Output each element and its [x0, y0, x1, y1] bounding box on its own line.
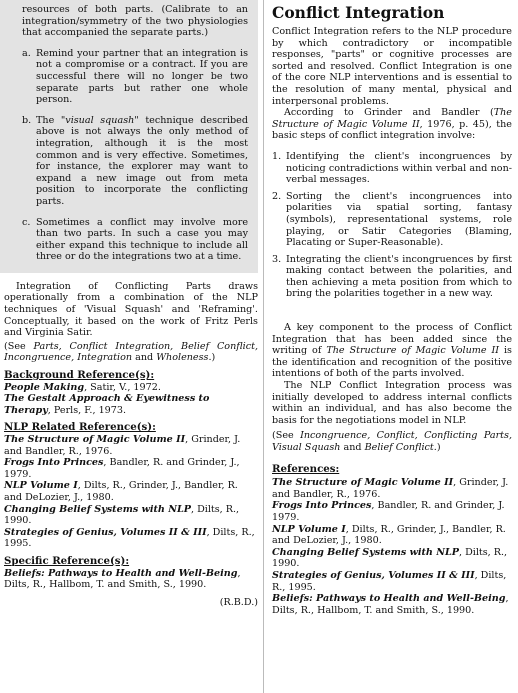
steps-list — [272, 151, 512, 300]
text-run: and — [132, 352, 157, 364]
reference-detail: , Dilts, R., Hallbom, T. and Smith, S., 1990. — [4, 567, 241, 591]
box-item-b — [22, 115, 248, 208]
column-divider — [263, 0, 264, 693]
reference-title: The Gestalt Approach & Eyewitness to Therapy — [4, 393, 210, 416]
reference-detail: , Dilts, R., 1990. — [4, 503, 240, 527]
box-item-text: Remind your partner that an integration is not a compromise or a contract. If you are successful there will no longer be two separate parts but rather one whole person. — [36, 47, 248, 106]
reference-item — [272, 524, 512, 547]
reference-title: Strategies of Genius, Volumes II & III — [4, 526, 207, 538]
see-also — [4, 341, 258, 364]
reference-item — [4, 457, 258, 480]
step-text: Sorting the client's incongruences into polarities via spatial sorting, fantasy (symbols), representational systems, role playing, or Satir Categories (Blaming, Placating or Super-Reasonable). — [286, 190, 512, 249]
left-column — [0, 0, 258, 608]
reference-item — [4, 527, 258, 550]
reference-detail: , Dilts, R., 1995. — [272, 569, 507, 593]
emphasis: Incongruence, Conflict, Conflicting Parts, Visual Squash — [272, 430, 512, 453]
steps-intro — [272, 107, 512, 142]
emphasis: Belief Conflict — [364, 442, 434, 453]
box-item-marker: a. — [22, 47, 31, 59]
text-run: (See — [272, 430, 301, 442]
reference-title: Strategies of Genius, Volumes II & III — [272, 569, 475, 581]
reference-detail: , Grinder, J. and Bandler, R., 1976. — [272, 477, 509, 500]
reference-detail: , Satir, V., 1972. — [84, 381, 161, 393]
reference-title: Changing Belief Systems with NLP — [4, 503, 191, 515]
entry-title: Conflict Integration — [272, 3, 445, 22]
text-run: is the identification and recognition of the positive intentions of both of the parts involved. — [272, 345, 512, 380]
box-item-a — [22, 48, 248, 106]
reference-item — [272, 547, 512, 570]
text-run: , 1976, p. 45), the basic steps of conflict integration involve: — [272, 118, 512, 142]
reference-detail: , Perls, F., 1973. — [47, 404, 127, 416]
step-item — [272, 254, 512, 300]
right-column — [272, 0, 512, 616]
reference-item — [4, 480, 258, 503]
box-item-c — [22, 217, 248, 263]
step-text: Integrating the client's incongruences by first making contact between the polarities, and then achieving a meta position from which to bring the polarities together in a new way. — [286, 253, 512, 300]
text-run: .) — [433, 442, 441, 453]
origin-paragraph: Integration of Conflicting Parts draws operationally from a combination of the NLP techniques of 'Visual Squash' and 'Reframing'. Conceptually, it based on the work of Fritz Perls and Virginia Satir. — [4, 280, 258, 339]
background-heading: Background Reference(s): — [4, 369, 155, 382]
definition-paragraph: Conflict Integration refers to the NLP procedure by which contradictory or incompatible responses, "parts" or cognitive processes are sorted and resolved. Conflict Integration is one of the core NLP interventions and is essential to the resolution of many mental, physical and interpersonal problems. — [272, 26, 512, 107]
negotiation-paragraph: The NLP Conflict Integration process was initially developed to address internal conflicts within an individual, and has also become the basis for the negotiations model in NLP. — [272, 380, 512, 426]
emphasis: "visual squash" — [60, 114, 139, 126]
reference-item — [4, 568, 258, 591]
reference-item — [272, 593, 512, 616]
box-intro: resources of both parts. (Calibrate to an integration/symmetry of the two physiologies that accompanied the separate parts.) — [22, 4, 248, 39]
reference-title: Frogs Into Princes — [4, 457, 104, 469]
box-item-text: Sometimes a conflict may involve more than two parts. In such a case you may either expand this technique to include all three or do the integrations two at a time. — [36, 216, 248, 263]
emphasis: The Structure of Magic Volume II — [272, 107, 512, 130]
reference-detail: , Dilts, R., Hallbom, T. and Smith, S., 1990. — [272, 593, 509, 616]
step-marker: 1. — [272, 150, 282, 162]
reference-item — [4, 434, 258, 457]
references-heading: References: — [272, 462, 340, 475]
box-list — [22, 48, 248, 263]
reference-detail: , Bandler, R. and Grinder, J., 1979. — [4, 457, 240, 480]
text-run: According to Grinder and Bandler ( — [284, 107, 494, 119]
box-item-text — [36, 115, 248, 208]
reference-title: The Structure of Magic Volume II — [4, 434, 186, 445]
box-item-marker: b. — [22, 114, 32, 126]
emphasis: Parts, Conflict Integration, Belief Conflict, Incongruence, Integration — [4, 340, 258, 364]
reference-item — [4, 393, 258, 416]
reference-detail: , Dilts, R., 1990. — [272, 546, 508, 570]
step-marker: 3. — [272, 253, 282, 265]
text-run: A key component to the process of Conflict Integration that has been added since the writing of — [272, 322, 512, 357]
reference-detail: , Dilts, R., 1995. — [4, 526, 255, 550]
reference-detail: , Grinder, J. and Bandler, R., 1976. — [4, 434, 241, 457]
step-text: Identifying the client's incongruences by noticing contradictions within verbal and non-verbal messages. — [286, 150, 512, 186]
reference-item — [272, 570, 512, 593]
reference-item — [272, 477, 512, 500]
reference-title: NLP Volume I — [272, 523, 346, 535]
reference-item — [272, 500, 512, 523]
reference-detail: , Dilts, R., Grinder, J., Bandler, R. and DeLozier, J., 1980. — [4, 480, 238, 503]
reference-detail: , Dilts, R., Grinder, J., Bandler, R. and DeLozier, J., 1980. — [272, 523, 506, 547]
text-run: (See — [4, 340, 34, 352]
box-item-marker: c. — [22, 216, 31, 228]
nlp-heading: NLP Related Reference(s): — [4, 421, 156, 434]
technique-box — [0, 0, 258, 273]
reference-title: Changing Belief Systems with NLP — [272, 546, 459, 558]
step-item — [272, 151, 512, 186]
reference-title: NLP Volume I — [4, 480, 78, 492]
author-initials: (R.B.D.) — [219, 596, 258, 608]
left-body — [0, 281, 258, 608]
emphasis: Wholeness — [156, 352, 209, 364]
reference-title: The Structure of Magic Volume II — [272, 477, 454, 489]
reference-title: Beliefs: Pathways to Health and Well-Being — [272, 593, 506, 605]
specific-heading: Specific Reference(s): — [4, 554, 130, 567]
see-also — [272, 430, 512, 453]
key-component-paragraph — [272, 322, 512, 380]
step-item — [272, 191, 512, 249]
text-run: .) — [208, 352, 216, 364]
reference-title: Beliefs: Pathways to Health and Well-Being — [4, 567, 238, 579]
reference-item — [4, 382, 258, 394]
reference-title: Frogs Into Princes — [272, 500, 372, 512]
emphasis: The Structure of Magic Volume II — [326, 345, 500, 357]
text-run: The — [36, 114, 61, 126]
text-run: and — [340, 442, 365, 453]
text-run: technique described above is not always the only method of integration, although it is the most common and is very effective. Sometimes, for instance, the explorer may want to expand a new image out from meta position to incorporate the conflicting parts. — [36, 114, 248, 207]
reference-title: People Making — [4, 381, 85, 393]
step-marker: 2. — [272, 190, 282, 202]
reference-item — [4, 504, 258, 527]
reference-detail: , Bandler, R. and Grinder, J. 1979. — [272, 500, 505, 523]
